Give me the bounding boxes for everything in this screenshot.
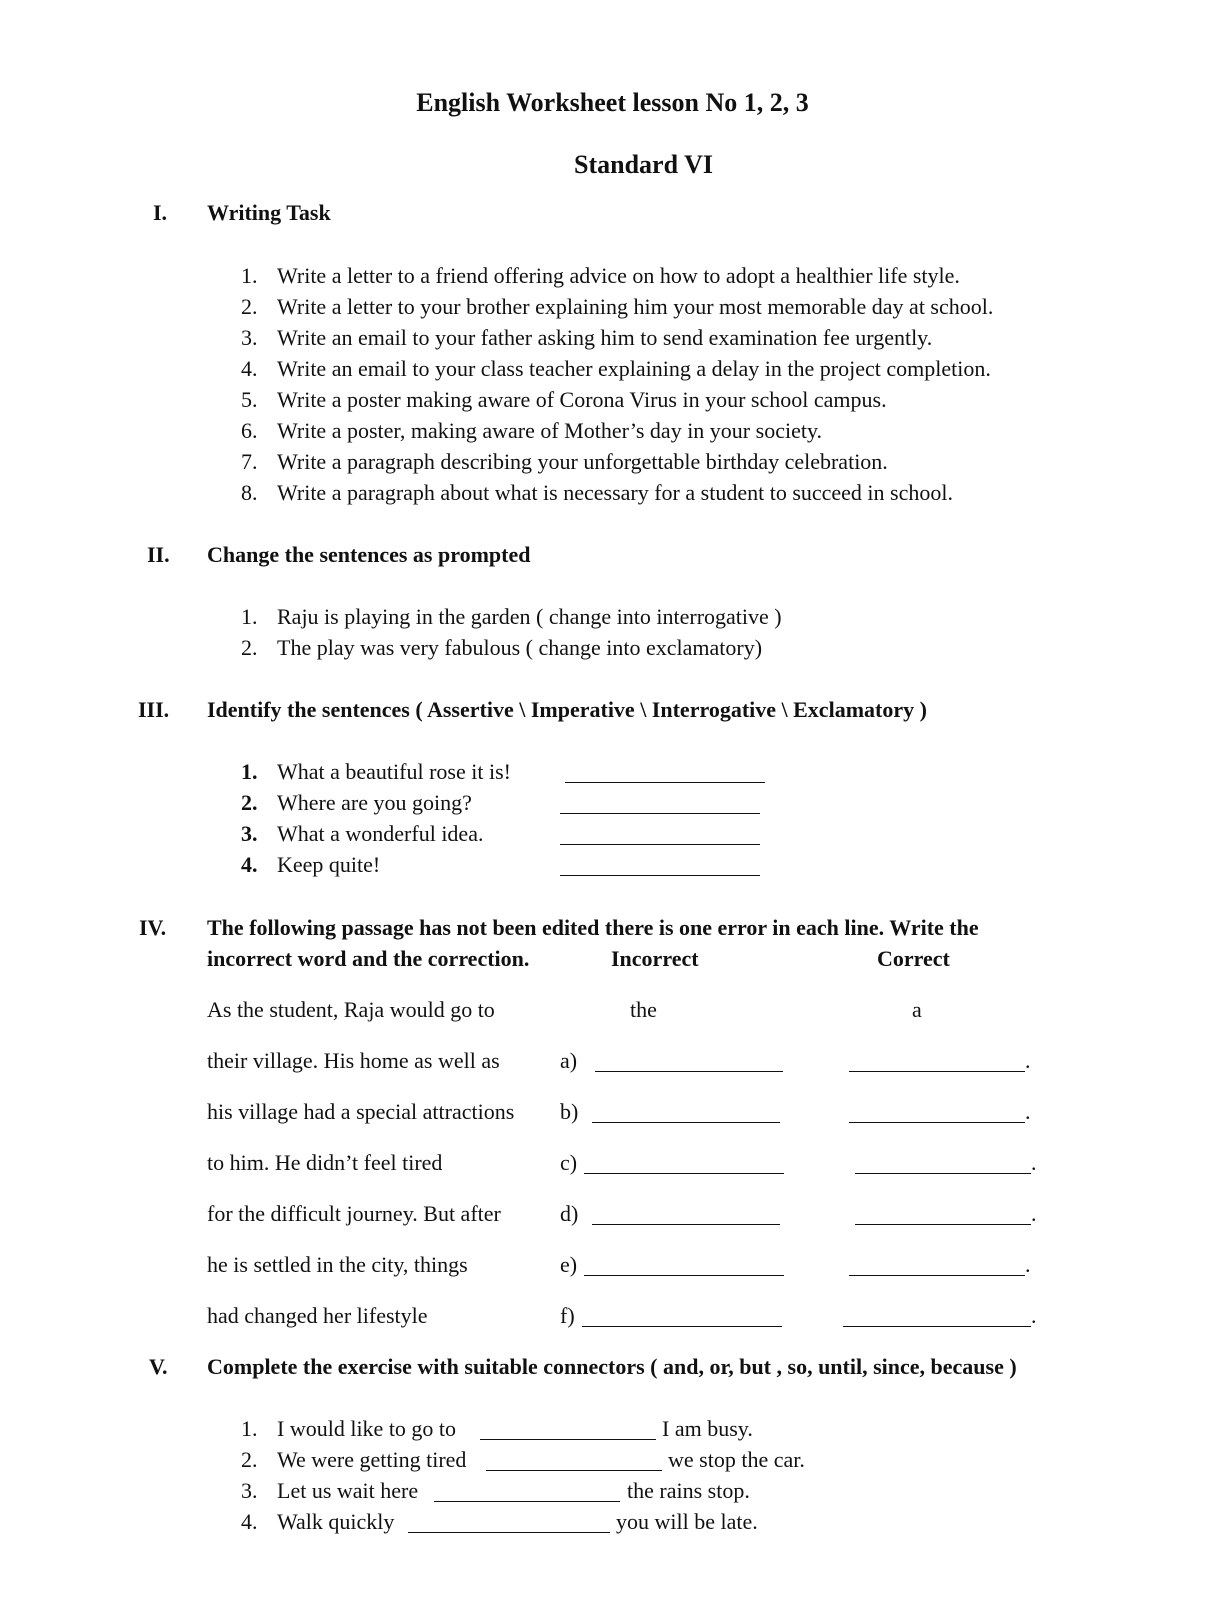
passage-line: As the student, Raja would go to — [207, 997, 495, 1022]
correct-blank[interactable] — [843, 1326, 1031, 1327]
section-heading: The following passage has not been edited there is one error in each line. Write the — [207, 915, 979, 940]
sentence-end: we stop the car. — [668, 1447, 805, 1472]
section-heading: Change the sentences as prompted — [207, 542, 531, 567]
correct-blank[interactable] — [849, 1275, 1025, 1276]
sentence-start: We were getting tired — [277, 1447, 467, 1472]
list-number: 3. — [241, 1478, 258, 1503]
list-number: 4. — [241, 1509, 258, 1534]
list-number: 2. — [241, 294, 258, 319]
section-numeral: I. — [153, 200, 168, 225]
list-item: Write a paragraph about what is necessary for a student to succeed in school. — [277, 480, 953, 505]
list-item: The play was very fabulous ( change into exclamatory) — [277, 635, 763, 660]
sentence-end: you will be late. — [616, 1509, 758, 1534]
answer-blank[interactable] — [560, 813, 760, 814]
page-subtitle: Standard VI — [574, 150, 713, 179]
list-number: 2. — [241, 1447, 258, 1472]
list-number: 3. — [241, 821, 258, 846]
list-number: 4. — [241, 356, 258, 381]
list-number: 4. — [241, 852, 258, 877]
line-label: d) — [560, 1201, 579, 1226]
example-incorrect: the — [630, 997, 657, 1022]
passage-line: he is settled in the city, things — [207, 1252, 468, 1277]
list-item: Write a paragraph describing your unforgettable birthday celebration. — [277, 449, 888, 474]
passage-line: had changed her lifestyle — [207, 1303, 428, 1328]
sentence-end: I am busy. — [662, 1416, 753, 1441]
correct-blank[interactable] — [855, 1224, 1031, 1225]
passage-line: for the difficult journey. But after — [207, 1201, 501, 1226]
list-item: Raju is playing in the garden ( change into interrogative ) — [277, 604, 782, 629]
correct-blank[interactable] — [849, 1071, 1025, 1072]
list-number: 3. — [241, 325, 258, 350]
incorrect-blank[interactable] — [592, 1224, 780, 1225]
end-mark: . — [1025, 1252, 1031, 1277]
section-heading: Identify the sentences ( Assertive \ Imperative \ Interrogative \ Exclamatory ) — [207, 697, 927, 722]
list-number: 1. — [241, 1416, 258, 1441]
section-heading: Writing Task — [207, 200, 331, 225]
end-mark: . — [1025, 1099, 1031, 1124]
line-label: c) — [560, 1150, 578, 1175]
list-item: Write an email to your father asking him to send examination fee urgently. — [277, 325, 933, 350]
incorrect-blank[interactable] — [584, 1173, 784, 1174]
end-mark: . — [1031, 1201, 1037, 1226]
line-label: b) — [560, 1099, 579, 1124]
sentence-end: the rains stop. — [627, 1478, 750, 1503]
connector-blank[interactable] — [480, 1439, 656, 1440]
incorrect-blank[interactable] — [595, 1071, 783, 1072]
incorrect-blank[interactable] — [584, 1275, 784, 1276]
correct-blank[interactable] — [849, 1122, 1025, 1123]
column-header-incorrect: Incorrect — [611, 946, 699, 971]
section-numeral: II. — [147, 542, 170, 567]
section-heading-continued: incorrect word and the correction. — [207, 946, 530, 971]
list-item: Keep quite! — [277, 852, 381, 877]
list-number: 1. — [241, 604, 258, 629]
section-numeral: III. — [138, 697, 170, 722]
sentence-start: Let us wait here — [277, 1478, 419, 1503]
connector-blank[interactable] — [486, 1470, 662, 1471]
list-item: Write an email to your class teacher explaining a delay in the project completion. — [277, 356, 991, 381]
list-item: What a beautiful rose it is! — [277, 759, 511, 784]
connector-blank[interactable] — [408, 1532, 610, 1533]
list-item: Where are you going? — [277, 790, 472, 815]
line-label: f) — [560, 1303, 575, 1328]
connector-blank[interactable] — [434, 1501, 620, 1502]
answer-blank[interactable] — [560, 844, 760, 845]
list-item: Write a poster making aware of Corona Virus in your school campus. — [277, 387, 887, 412]
list-number: 7. — [241, 449, 258, 474]
list-number: 8. — [241, 480, 258, 505]
correct-blank[interactable] — [855, 1173, 1031, 1174]
list-number: 5. — [241, 387, 258, 412]
example-correct: a — [912, 997, 922, 1022]
line-label: a) — [560, 1048, 578, 1073]
list-number: 1. — [241, 263, 258, 288]
list-number: 6. — [241, 418, 258, 443]
passage-line: their village. His home as well as — [207, 1048, 500, 1073]
passage-line: to him. He didn’t feel tired — [207, 1150, 443, 1175]
answer-blank[interactable] — [560, 875, 760, 876]
answer-blank[interactable] — [565, 782, 765, 783]
passage-line: his village had a special attractions — [207, 1099, 515, 1124]
list-item: What a wonderful idea. — [277, 821, 484, 846]
sentence-start: I would like to go to — [277, 1416, 457, 1441]
page-title: English Worksheet lesson No 1, 2, 3 — [416, 88, 809, 117]
list-number: 1. — [241, 759, 258, 784]
list-number: 2. — [241, 790, 258, 815]
column-header-correct: Correct — [877, 946, 950, 971]
line-label: e) — [560, 1252, 578, 1277]
list-item: Write a letter to a friend offering advice on how to adopt a healthier life style. — [277, 263, 960, 288]
list-item: Write a letter to your brother explaining him your most memorable day at school. — [277, 294, 994, 319]
section-numeral: IV. — [139, 915, 167, 940]
incorrect-blank[interactable] — [582, 1326, 782, 1327]
end-mark: . — [1031, 1303, 1037, 1328]
section-numeral: V. — [149, 1354, 168, 1379]
section-heading: Complete the exercise with suitable connectors ( and, or, but , so, until, since, because ) — [207, 1354, 1017, 1379]
end-mark: . — [1025, 1048, 1031, 1073]
sentence-start: Walk quickly — [277, 1509, 395, 1534]
list-number: 2. — [241, 635, 258, 660]
end-mark: . — [1031, 1150, 1037, 1175]
incorrect-blank[interactable] — [592, 1122, 780, 1123]
list-item: Write a poster, making aware of Mother’s day in your society. — [277, 418, 823, 443]
